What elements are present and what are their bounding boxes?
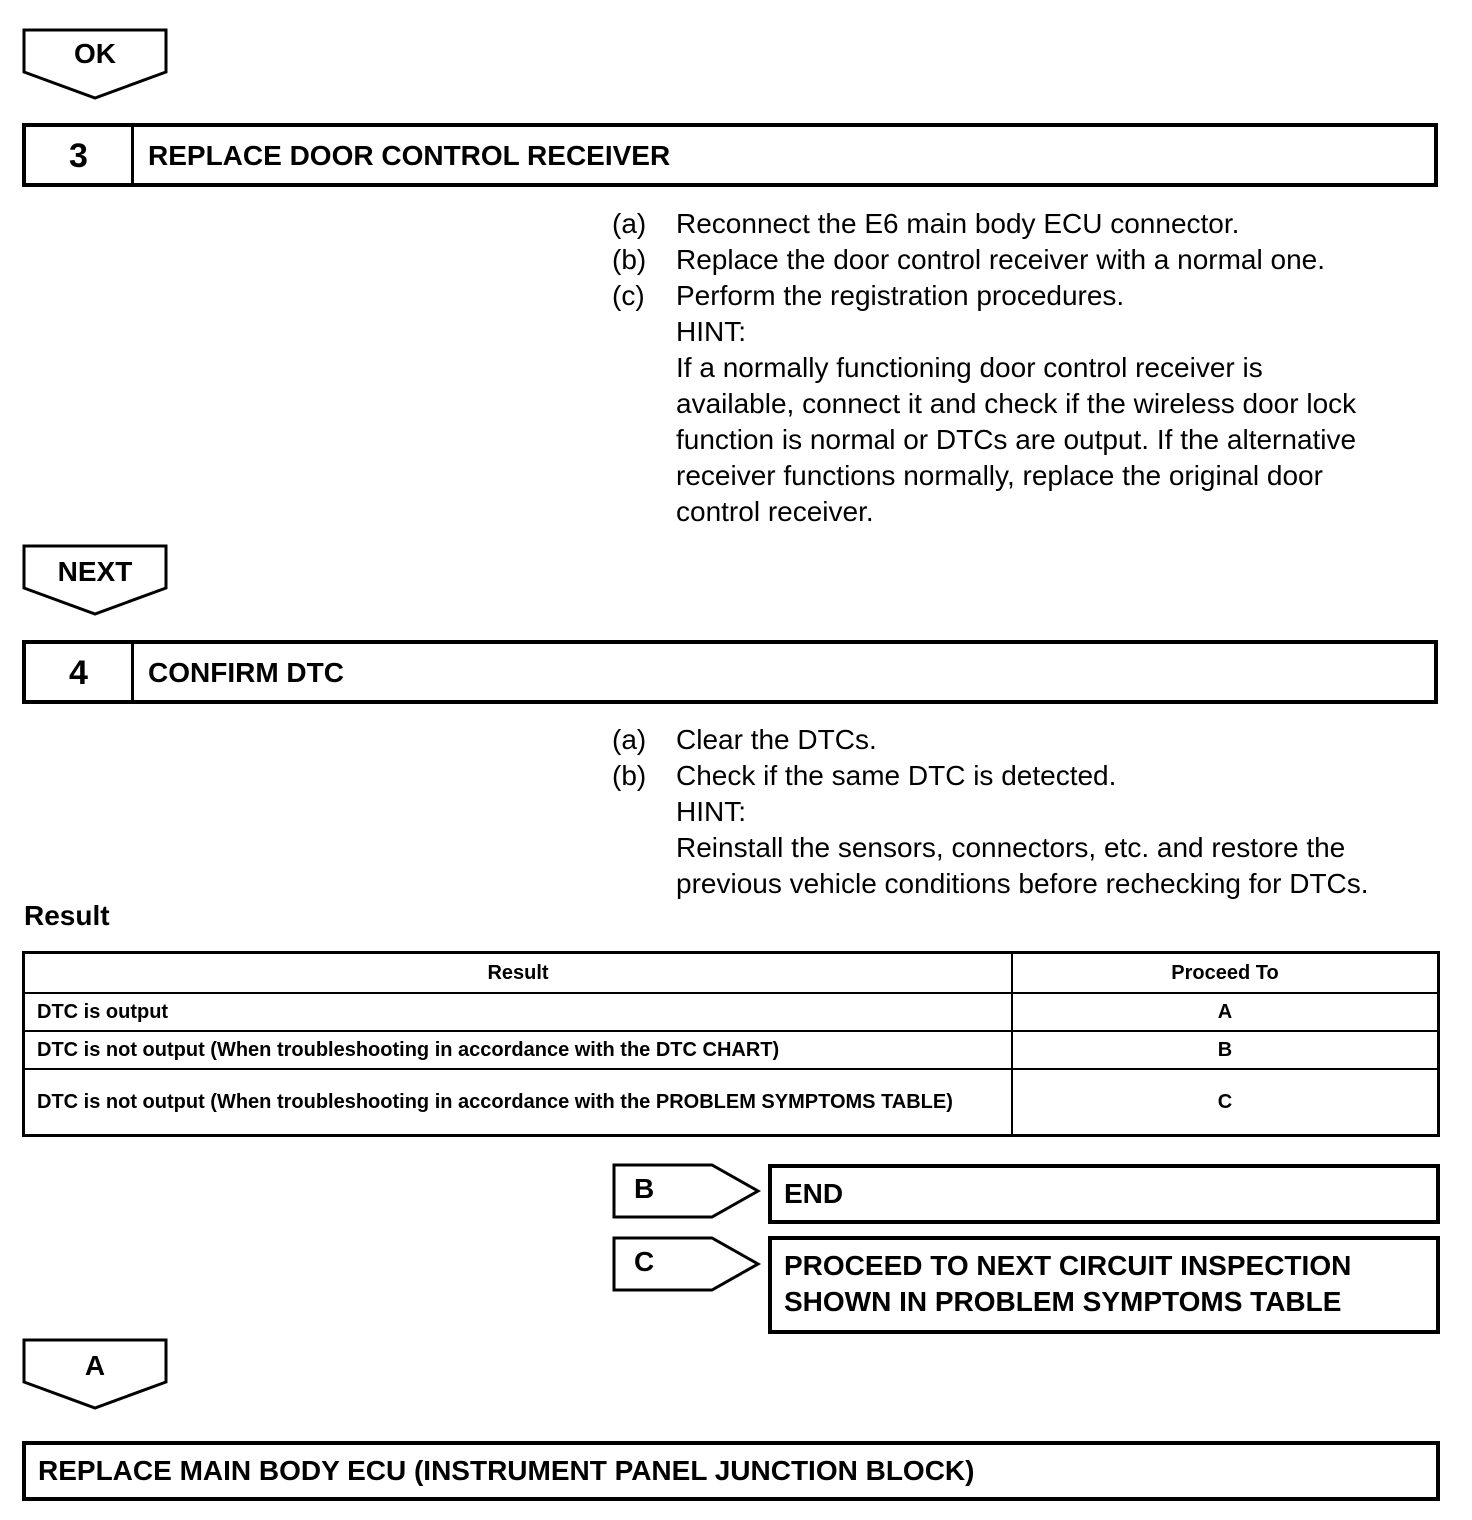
next-tag-label: NEXT bbox=[57, 556, 133, 587]
proceed-cell: B bbox=[1012, 1031, 1439, 1069]
proceed-box bbox=[768, 1236, 1440, 1334]
next-tag bbox=[22, 544, 168, 616]
a-tag-label: A bbox=[84, 1350, 106, 1381]
table-row bbox=[24, 993, 1439, 1031]
list-item bbox=[612, 206, 1442, 242]
proceed-cell: C bbox=[1012, 1069, 1439, 1136]
hint-line: available, connect it and check if the wireless door lock bbox=[676, 388, 1357, 419]
step-4-title: CONFIRM DTC bbox=[148, 657, 344, 688]
a-tag bbox=[22, 1338, 168, 1410]
item-letter: (b) bbox=[612, 760, 647, 791]
hint-line: function is normal or DTCs are output. If the alternative bbox=[676, 424, 1357, 455]
list-item bbox=[612, 722, 1442, 758]
ok-tag-label: OK bbox=[74, 38, 116, 69]
final-step-box bbox=[22, 1441, 1440, 1501]
c-tag-label: C bbox=[634, 1246, 655, 1277]
result-heading: Result bbox=[24, 900, 110, 931]
item-text: Perform the registration procedures. bbox=[676, 280, 1125, 311]
list-item bbox=[612, 242, 1442, 278]
hint-label: HINT: bbox=[676, 796, 746, 827]
c-tag bbox=[612, 1236, 762, 1294]
final-step-title: REPLACE MAIN BODY ECU (INSTRUMENT PANEL JUNCTION BLOCK) bbox=[38, 1455, 975, 1486]
item-text: Check if the same DTC is detected. bbox=[676, 760, 1117, 791]
result-cell: DTC is output bbox=[24, 993, 1013, 1031]
list-item bbox=[612, 278, 1442, 314]
step-4-header bbox=[22, 640, 1438, 704]
proceed-cell: A bbox=[1012, 993, 1439, 1031]
item-letter: (c) bbox=[612, 280, 645, 311]
hint-line: receiver functions normally, replace the original door bbox=[676, 460, 1323, 491]
step-4-instructions bbox=[612, 722, 1442, 902]
item-text: Reconnect the E6 main body ECU connector. bbox=[676, 208, 1240, 239]
item-letter: (b) bbox=[612, 244, 647, 275]
result-table bbox=[22, 951, 1440, 1137]
item-letter: (a) bbox=[612, 724, 647, 755]
result-cell: DTC is not output (When troubleshooting in accordance with the DTC CHART) bbox=[24, 1031, 1013, 1069]
b-tag bbox=[612, 1163, 762, 1221]
end-box bbox=[768, 1164, 1440, 1224]
proceed-line-2: SHOWN IN PROBLEM SYMPTOMS TABLE bbox=[784, 1286, 1342, 1317]
b-tag-label: B bbox=[634, 1173, 655, 1204]
list-item bbox=[612, 758, 1442, 794]
result-cell: DTC is not output (When troubleshooting in accordance with the PROBLEM SYMPTOMS TABLE) bbox=[24, 1069, 1013, 1136]
hint-line: control receiver. bbox=[676, 496, 874, 527]
column-header-proceed: Proceed To bbox=[1012, 953, 1439, 994]
step-3-number: 3 bbox=[26, 127, 134, 183]
hint-line: Reinstall the sensors, connectors, etc. and restore the bbox=[676, 832, 1346, 863]
end-label: END bbox=[784, 1178, 844, 1209]
step-4-number: 4 bbox=[26, 644, 134, 700]
hint-line: previous vehicle conditions before rechecking for DTCs. bbox=[676, 868, 1369, 899]
proceed-line-1: PROCEED TO NEXT CIRCUIT INSPECTION bbox=[784, 1250, 1352, 1281]
step-3-title: REPLACE DOOR CONTROL RECEIVER bbox=[148, 140, 671, 171]
item-letter: (a) bbox=[612, 208, 647, 239]
step-3-header bbox=[22, 123, 1438, 187]
step-3-instructions bbox=[612, 206, 1442, 530]
column-header-result: Result bbox=[24, 953, 1013, 994]
table-row bbox=[24, 1069, 1439, 1136]
item-text: Clear the DTCs. bbox=[676, 724, 877, 755]
table-header-row bbox=[24, 953, 1439, 994]
ok-tag bbox=[22, 28, 168, 100]
item-text: Replace the door control receiver with a normal one. bbox=[676, 244, 1326, 275]
hint-line: If a normally functioning door control receiver is bbox=[676, 352, 1263, 383]
table-row bbox=[24, 1031, 1439, 1069]
hint-label: HINT: bbox=[676, 316, 746, 347]
